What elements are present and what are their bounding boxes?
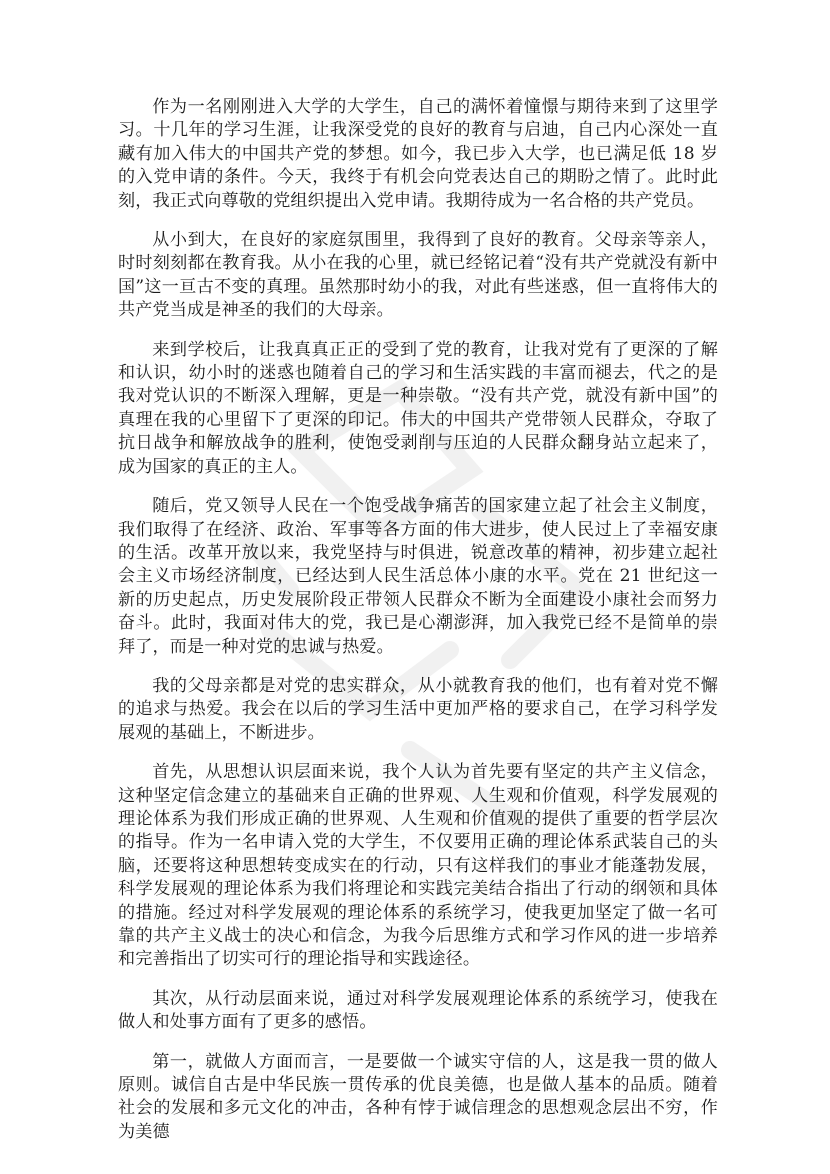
paragraph: 我的父母亲都是对党的忠实群众，从小就教育我的他们，也有着对党不懈的追求与热爱。我会在以后的学习生活中更加严格的要求自己，在学习科学发展观的基础上，不断进步。 (118, 675, 718, 743)
document-body (118, 96, 718, 1160)
paragraph: 作为一名刚刚进入大学的大学生，自己的满怀着憧憬与期待来到了这里学习。十几年的学习生涯，让我深受党的良好的教育与启迪，自己内心深处一直藏有加入伟大的中国共产党的梦想。如今，我已步入大学，也已满足低 18 岁的入党申请的条件。今天，我终于有机会向党表达自己的期盼之情了。此时此刻，我正式向尊敬的党组织提出入党申请。我期待成为一名合格的共产党员。 (118, 97, 718, 211)
paragraph: 第一，就做人方面而言，一是要做一个诚实守信的人，这是我一贯的做人原则。诚信自古是中华民族一贯传承的优良美德，也是做人基本的品质。随着社会的发展和多元文化的冲击，各种有悖于诚信理念的思想观念层出不穷，作为美德 (118, 1051, 718, 1142)
paragraph: 随后，党又领导人民在一个饱受战争痛苦的国家建立起了社会主义制度，我们取得了在经济、政治、军事等各方面的伟大进步，使人民过上了幸福安康的生活。改革开放以来，我党坚持与时俱进，锐意改革的精神，初步建立起社会主义市场经济制度，已经达到人民生活总体小康的水平。党在 21 世纪这一新的历史起点，历史发展阶段正带领人民群众不断为全面建设小康社会而努力奋斗。此时，我面对伟大的党，我已是心潮澎湃，加入我党已经不是简单的崇拜了，而是一种对党的忠诚与热爱。 (118, 496, 718, 657)
paragraph: 来到学校后，让我真真正正的受到了党的教育，让我对党有了更深的了解和认识，幼小时的迷惑也随着自己的学习和生活实践的丰富而褪去，代之的是我对党认识的不断深入理解，更是一种崇敬。“没有共产党，就没有新中国”的真理在我的心里留下了更深的印记。伟大的中国共产党带领人民群众，夺取了抗日战争和解放战争的胜利，使饱受剥削与压迫的人民群众翻身站立起来了，成为国家的真正的主人。 (118, 339, 718, 477)
paragraph: 首先，从思想认识层面来说，我个人认为首先要有坚定的共产主义信念，这种坚定信念建立的基础来自正确的世界观、人生观和价值观，科学发展观的理论体系为我们形成正确的世界观、人生观和价值观的提供了重要的哲学层次的指导。作为一名申请入党的大学生，不仅要用正确的理论体系武装自己的头脑，还要将这种思想转变成实在的行动，只有这样我们的事业才能蓬勃发展，科学发展观的理论体系为我们将理论和实践完美结合指出了行动的纲领和具体的措施。经过对科学发展观的理论体系的系统学习，使我更加坚定了做一名可靠的共产主义战士的决心和信念，为我今后思维方式和学习作风的进一步培养和完善指出了切实可行的理论指导和实践途径。 (118, 762, 718, 970)
paragraph: 从小到大，在良好的家庭氛围里，我得到了良好的教育。父母亲等亲人，时时刻刻都在教育我。从小在我的心里，就已经铭记着“没有共产党就没有新中国”这一亘古不变的真理。虽然那时幼小的我，对此有些迷惑，但一直将伟大的共产党当成是神圣的我们的大母亲。 (118, 230, 718, 321)
paragraph: 其次，从行动层面来说，通过对科学发展观理论体系的系统学习，使我在做人和处事方面有了更多的感悟。 (118, 988, 718, 1033)
